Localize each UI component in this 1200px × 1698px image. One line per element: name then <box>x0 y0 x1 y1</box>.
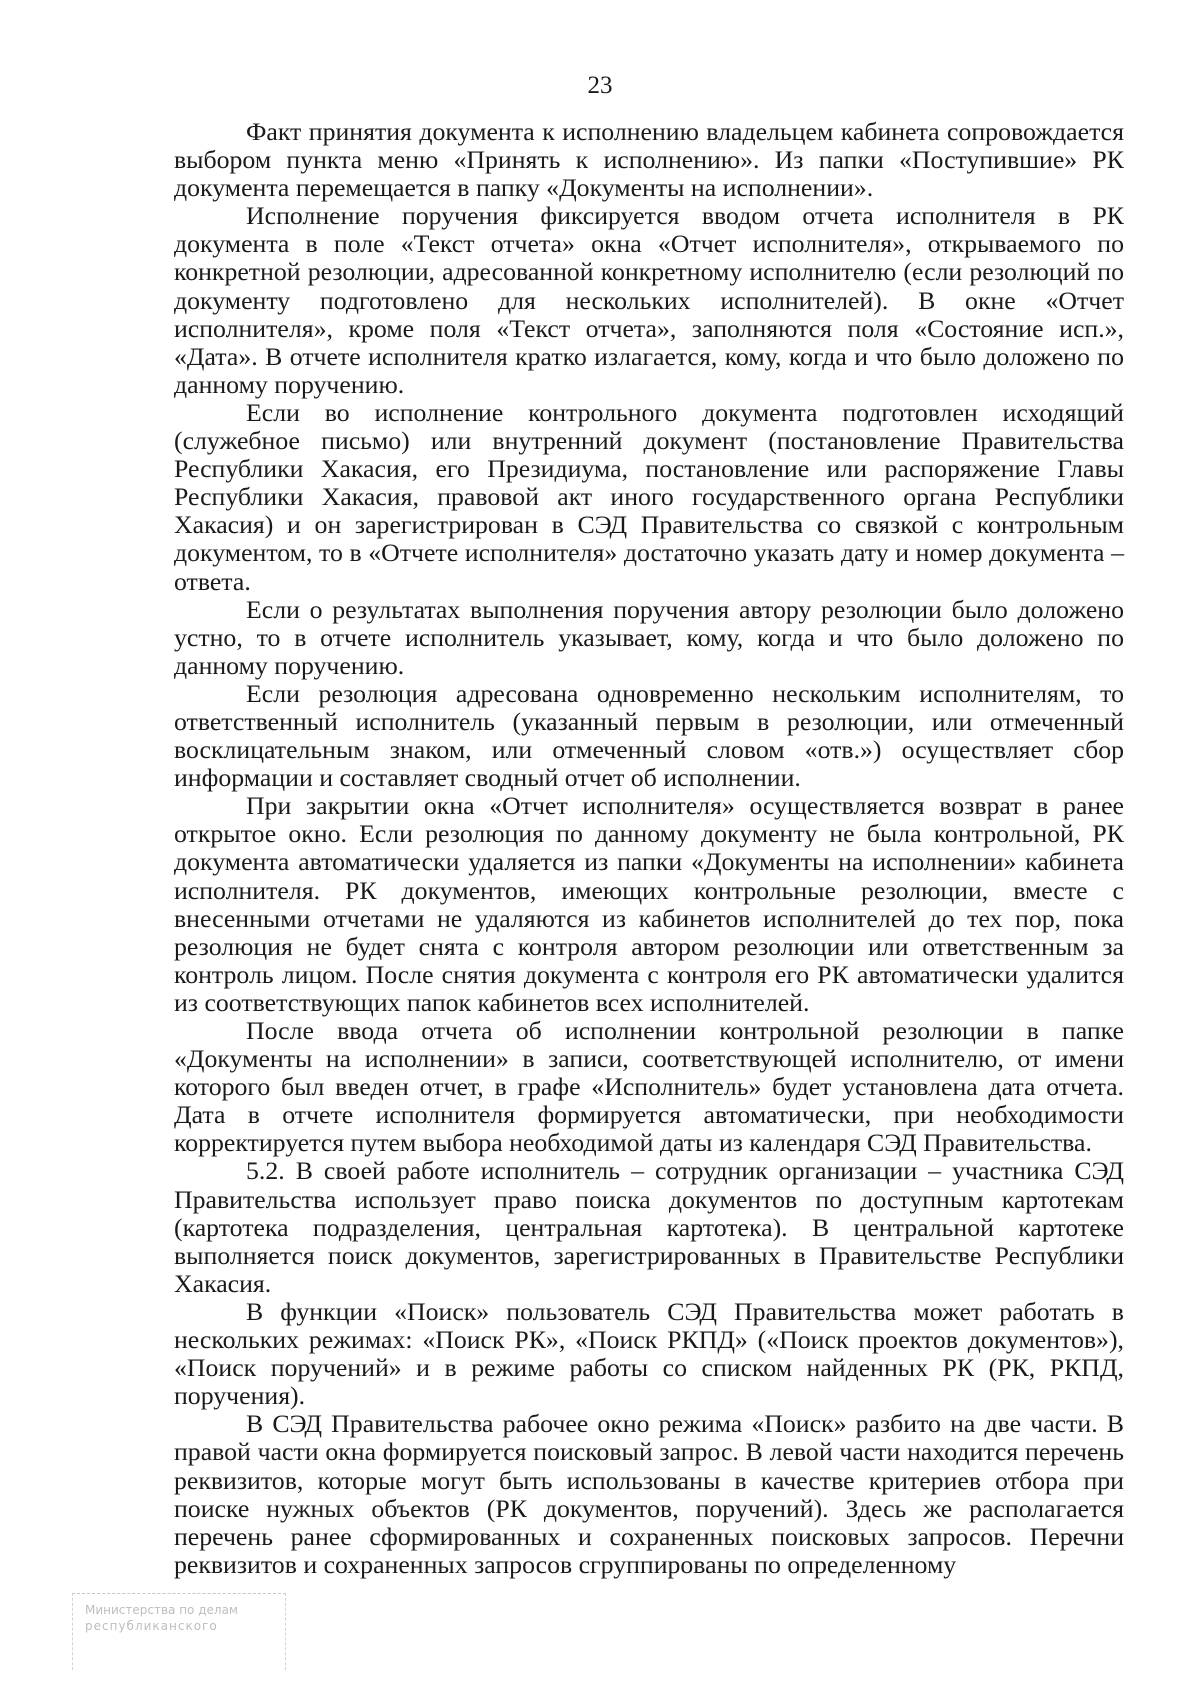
paragraph: В функции «Поиск» пользователь СЭД Правительства может работать в нескольких режимах: «Поиск РК», «Поиск РКПД» («Поиск проектов документов»), «Поиск поручений» и в режиме работы со списком найденных РК (РК, РКПД, поручения). <box>174 1296 1124 1411</box>
paragraph: Если резолюция адресована одновременно нескольким исполнителям, то ответственный исполнитель (указанный первым в резолюции, или отмеченный восклицательным знаком, или отмеченный словом «отв.») осуществляет сбор информации и составляет сводный отчет об исполнении. <box>174 678 1124 793</box>
paragraph: 5.2. В своей работе исполнитель – сотрудник организации – участника СЭД Правительства использует право поиска документов по доступным картотекам (картотека подразделения, центральная картотека). В центральной картотеке выполняется поиск документов, зарегистрированных в Правительстве Республики Хакасия. <box>174 1156 1124 1298</box>
paragraph: Факт принятия документа к исполнению владельцем кабинета сопровождается выбором пункта меню «Принять к исполнению». Из папки «Поступившие» РК документа перемещается в папку «Документы на исполнении». <box>174 117 1124 203</box>
stamp-text-line: Министерства по делам <box>85 1603 238 1617</box>
faded-stamp <box>72 1593 286 1670</box>
paragraph: После ввода отчета об исполнении контрольной резолюции в папке «Документы на исполнении» в записи, соответствующей исполнителю, от имени которого был введен отчет, в графе «Исполнитель» будет установлена дата отчета. Дата в отчете исполнителя формируется автоматически, при необходимости корректируется путем выбора необходимой даты из календаря СЭД Правительства. <box>174 1016 1124 1158</box>
paragraph: В СЭД Правительства рабочее окно режима «Поиск» разбито на две части. В правой части окна формируется поисковый запрос. В левой части находится перечень реквизитов, которые могут быть использованы в качестве критериев отбора при поиске нужных объектов (РК документов, поручений). Здесь же располагается перечень ранее сформированных и сохраненных поисковых запросов. Перечни реквизитов и сохраненных запросов сгруппированы по определенному <box>174 1409 1124 1579</box>
paragraph: При закрытии окна «Отчет исполнителя» осуществляется возврат в ранее открытое окно. Если резолюция по данному документу не была контрольной, РК документа автоматически удаляется из папки «Документы на исполнении» кабинета исполнителя. РК документов, имеющих контрольные резолюции, вместе с внесенными отчетами не удаляются из кабинетов исполнителей до тех пор, пока резолюция не будет снята с контроля автором резолюции или ответственным за контроль лицом. После снятия документа с контроля его РК автоматически удалится из соответствующих папок кабинетов всех исполнителей. <box>174 791 1124 1017</box>
stamp-text-line: республиканского <box>85 1619 218 1633</box>
paragraph: Если о результатах выполнения поручения автору резолюции было доложено устно, то в отчете исполнитель указывает, кому, когда и что было доложено по данному поручению. <box>174 594 1124 680</box>
page-number: 23 <box>587 72 613 99</box>
paragraph: Если во исполнение контрольного документа подготовлен исходящий (служебное письмо) или внутренний документ (постановление Правительства Республики Хакасия, его Президиума, постановление или распоряжение Главы Республики Хакасия, правовой акт иного государственного органа Республики Хакасия) и он зарегистрирован в СЭД Правительства со связкой с контрольным документом, то в «Отчете исполнителя» достаточно указать дату и номер документа – ответа. <box>174 397 1124 596</box>
document-body <box>174 118 1124 1579</box>
paragraph: Исполнение поручения фиксируется вводом отчета исполнителя в РК документа в поле «Текст отчета» окна «Отчет исполнителя», открываемого по конкретной резолюции, адресованной конкретному исполнителю (если резолюций по документу подготовлено для нескольких исполнителей). В окне «Отчет исполнителя», кроме поля «Текст отчета», заполняются поля «Состояние исп.», «Дата». В отчете исполнителя кратко излагается, кому, когда и что было доложено по данному поручению. <box>174 201 1124 399</box>
